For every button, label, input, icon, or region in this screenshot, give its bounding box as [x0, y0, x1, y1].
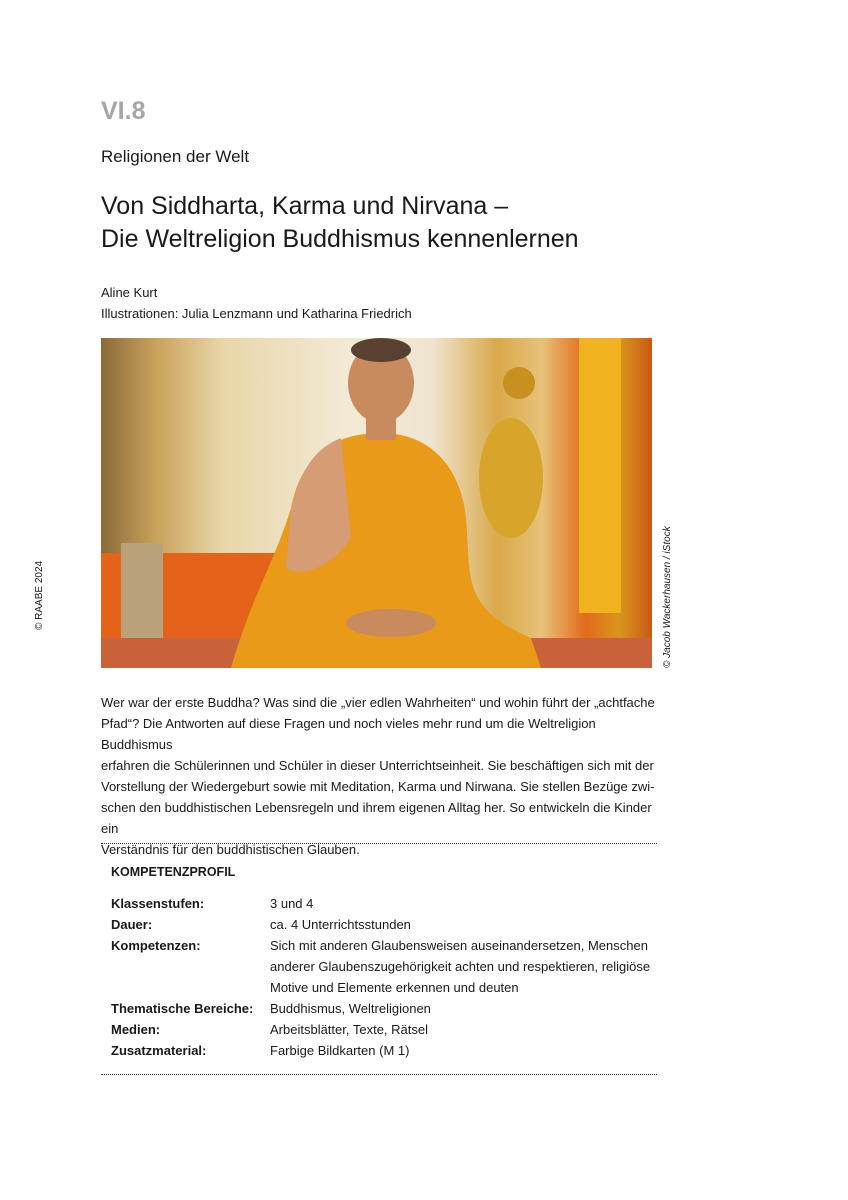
profile-key: Zusatzmaterial: [111, 1043, 207, 1058]
profile-row [111, 1040, 651, 1061]
competence-profile [111, 862, 651, 1061]
monk-meditation-photo [101, 338, 652, 668]
profile-value: 3 und 4 [270, 896, 314, 911]
profile-key: Medien: [111, 1022, 161, 1037]
profile-heading: KOMPETENZPROFIL [111, 865, 236, 879]
intro-line: erfahren die Schülerinnen und Schüler in dieser Unterrichtseinheit. Sie beschäftigen sich mit der [101, 758, 654, 773]
photo-illustration [101, 338, 652, 668]
series-number: VI.8 [101, 97, 146, 125]
profile-row [111, 893, 651, 914]
intro-line: Wer war der erste Buddha? Was sind die „vier edlen Wahrheiten“ und wohin führt der „achtfache [101, 695, 655, 710]
profile-value: Sich mit anderen Glaubensweisen auseinandersetzen, Menschen anderer Glaubenszugehörigkeit achten und respektieren, religiöse Motive und Elemente erkennen und deuten [270, 938, 651, 995]
photo-credit: © Jacob Wackerhausen / iStock [662, 526, 673, 668]
intro-paragraph [101, 692, 661, 860]
intro-line: schen den buddhistischen Lebensregeln und ihrem eigenen Alltag her. So entwickeln die Kinder ein [101, 800, 652, 836]
title-line: Die Weltreligion Buddhismus kennenlernen [101, 225, 579, 253]
page-title [101, 190, 579, 256]
dotted-divider [101, 1074, 657, 1075]
profile-row [111, 998, 651, 1019]
profile-key: Dauer: [111, 917, 153, 932]
profile-row [111, 935, 651, 998]
profile-key: Klassenstufen: [111, 896, 205, 911]
profile-row [111, 914, 651, 935]
profile-key: Kompetenzen: [111, 938, 201, 953]
profile-value: Farbige Bildkarten (M 1) [270, 1043, 410, 1058]
illustrators: Illustrationen: Julia Lenzmann und Katharina Friedrich [101, 306, 412, 321]
profile-value: ca. 4 Unterrichtsstunden [270, 917, 411, 932]
profile-value: Buddhismus, Weltreligionen [270, 1001, 431, 1016]
profile-key: Thematische Bereiche: [111, 1001, 254, 1016]
intro-line: Vorstellung der Wiedergeburt sowie mit Meditation, Karma und Nirwana. Sie stellen Bezüge zwi- [101, 779, 655, 794]
profile-row [111, 1019, 651, 1040]
intro-line: Pfad“? Die Antworten auf diese Fragen und noch vieles mehr rund um die Weltreligion Buddhismus [101, 716, 596, 752]
author: Aline Kurt [101, 285, 158, 300]
title-line: Von Siddharta, Karma und Nirvana – [101, 192, 509, 220]
profile-value: Arbeitsblätter, Texte, Rätsel [270, 1022, 429, 1037]
subtitle: Religionen der Welt [101, 147, 250, 166]
intro-line: Verständnis für den buddhistischen Glauben. [101, 842, 360, 857]
author-block [101, 282, 412, 324]
copyright-notice: © RAABE 2024 [34, 560, 45, 630]
dotted-divider [101, 843, 657, 844]
